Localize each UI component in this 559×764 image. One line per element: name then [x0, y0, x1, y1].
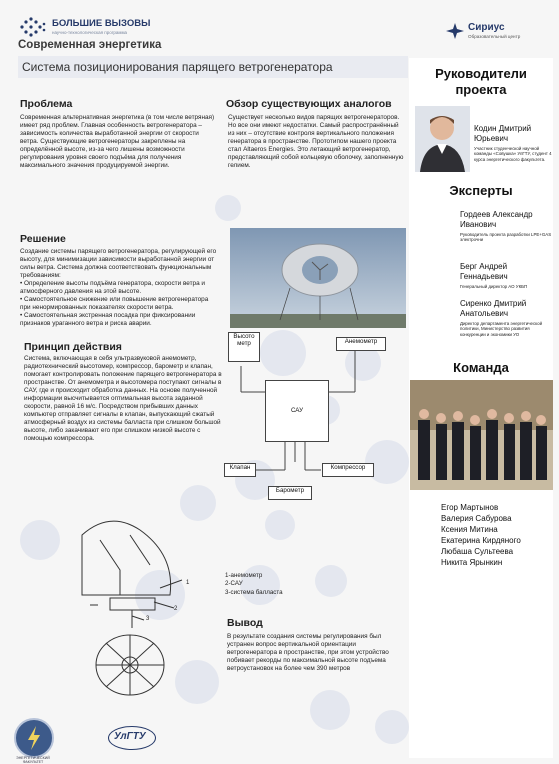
legend-item: 1-анемометр: [225, 572, 263, 579]
diagram-node-valve: Клапан: [224, 463, 256, 477]
diagram-node-barometer: Барометр: [268, 486, 312, 500]
drawing-label: 3: [146, 616, 150, 622]
team-group-icon: [410, 380, 553, 490]
lightning-icon: [16, 720, 52, 756]
bg-circle: [215, 195, 241, 221]
category-title: Современная энергетика: [18, 39, 162, 51]
problem-title: Проблема: [20, 98, 73, 110]
leader-desc: Участник студенческой научной команды «Совушка» УлГТУ, студент 4 курса энергетического факультета.: [474, 146, 552, 162]
drawing-label: 1: [186, 580, 190, 586]
solution-item: • Определение высоты подъёма генератора, скорости ветра и атмосферного давления на этой высоте.: [20, 280, 205, 295]
solution-text: [20, 248, 220, 328]
drawing-legend: [225, 572, 283, 597]
problem-text: Современная альтернативная энергетика (в том числе ветряная) имеет ряд проблем. Главная особенность ветрогенератора – зависимость количества выработанной энергии от скорости ветра. Существующие ветрогенераторы закреплены на определённой высоте, из-за чего лишены возможности регулирования уровня своего подъёма для получения максимального значения продуцируемой энергии.: [20, 114, 215, 169]
analogs-title: Обзор существующих аналогов: [226, 98, 392, 110]
logo-dots-icon: [18, 16, 48, 38]
legend-item: 3-система балласта: [225, 588, 283, 596]
drawing-label: 2: [174, 606, 178, 612]
leader-name: Кодин Дмитрий Юрьевич: [474, 124, 532, 143]
solution-title: Решение: [20, 233, 66, 245]
generator-drawing: [70, 510, 210, 705]
expert-name: Берг Андрей Геннадьевич: [460, 262, 508, 281]
team-title: Команда: [453, 360, 509, 375]
sirius-name: Сириус: [468, 22, 505, 33]
faculty-badge: [14, 718, 54, 758]
ulgtu-text: УлГТУ: [114, 731, 146, 742]
sirius-star-icon: [444, 22, 466, 40]
principle-text: Система, включающая в себя ультразвуковой анемометр, радиотехнический высотомер, компрессор, барометр и клапан, помогает контролировать положение парящего ветрогенератора в пространстве. От анемометра и высотомера поступают сигналы в САУ, где и происходит обработка данных. На основе полученной информации высчитывается оптимальная высота заданной скорости, равной 16 м/с. Посредством прибывших данных компьютер отправляет сигналы в клапан, выпускающий сжатый атмосферный воздух из системы балласта при слишком большой высоте, либо закачивают его при слишком низкой высоте с помощью компрессора.: [24, 355, 222, 442]
expert-desc: Руководитель проекта разработки LPE+GAS электрочни: [460, 232, 552, 243]
team-member: Екатерина Кирдяного: [441, 536, 521, 545]
conclusion-title: Вывод: [227, 617, 263, 629]
team-member: Егор Мартынов: [441, 503, 499, 512]
bg-circle: [310, 690, 350, 730]
analogs-text: Существует несколько видов парящих ветрогенераторов. Но все они имеют недостатки. Самый распространённый из них – отсутствие контроля вертикального положения генератора в пространстве. Прототипом нашего проекта стал Altaeros Energies. Это летающий ветрогенератор, представляющий собой кольцевую оболочку, заполненную гелием.: [228, 114, 404, 169]
logo-title: БОЛЬШИЕ ВЫЗОВЫ: [52, 18, 151, 29]
team-member: Валерия Сабурова: [441, 514, 512, 523]
solution-item: • Самостоятельная экстренная посадка при фиксировании признаков ураганного ветра и риска аварии.: [20, 312, 196, 327]
expert-name: Гордеев Александр Иванович: [460, 210, 533, 229]
diagram-node-altimeter: Высото метр: [228, 332, 260, 362]
leaders-title: Руководители проекта: [435, 66, 527, 97]
faculty-badge-text: ЭНЕРГЕТИЧЕСКИЙ ФАКУЛЬТЕТ: [16, 756, 50, 764]
bg-circle: [20, 520, 60, 560]
project-title: Система позиционирования парящего ветрогенератора: [22, 60, 333, 74]
solution-intro: Создание системы парящего ветрогенератора, регулирующей его высоту, для минимизации зависимости выработанной энергии от силы ветра. Система должна соответствовать функциональным требованиям:: [20, 248, 217, 279]
solution-item: • Самостоятельное снижение или повышение ветрогенератора при ненормированных показателях скорости ветра.: [20, 296, 209, 311]
team-list: [441, 502, 521, 568]
diagram-node-anemometer: Анемометр: [336, 337, 386, 351]
diagram-node-sau: САУ: [265, 380, 329, 442]
conclusion-text: В результате создания системы регулирования был устранен вопрос вертикальной ориентации ветрогенератора в пространстве, при этом устройство побивает рекорды по максимальной высоте подъема ветроустановок на более чем 390 метров: [227, 633, 389, 672]
airborne-turbine-icon: [230, 228, 406, 328]
team-member: Ксения Митина: [441, 525, 498, 534]
experts-title: Эксперты: [449, 183, 513, 198]
bg-circle: [265, 510, 295, 540]
bg-circle: [315, 565, 347, 597]
principle-title: Принцип действия: [24, 341, 122, 353]
team-photo: [410, 380, 553, 490]
turbine-photo: [230, 228, 406, 328]
sirius-subtitle: Образовательный центр: [468, 34, 521, 39]
expert-desc: Генеральный директор АО УКБП: [460, 284, 528, 289]
sirius-logo: [444, 22, 466, 45]
logo-subtitle: научно-технологическая программа: [52, 30, 128, 35]
team-member: Никита Ярынкин: [441, 558, 503, 567]
expert-name: Сиренко Дмитрий Анатольевич: [460, 299, 527, 318]
team-member: Любаша Сультеева: [441, 547, 514, 556]
bg-circle: [375, 710, 409, 744]
expert-desc: Директор департамента энергетической политики, Министерство развития конкуренции и экономики УО: [460, 321, 543, 337]
diagram-node-compressor: Компрессор: [322, 463, 374, 477]
leader-photo: [415, 106, 470, 172]
legend-item: 2-САУ: [225, 580, 243, 588]
person-avatar-icon: [415, 106, 470, 172]
